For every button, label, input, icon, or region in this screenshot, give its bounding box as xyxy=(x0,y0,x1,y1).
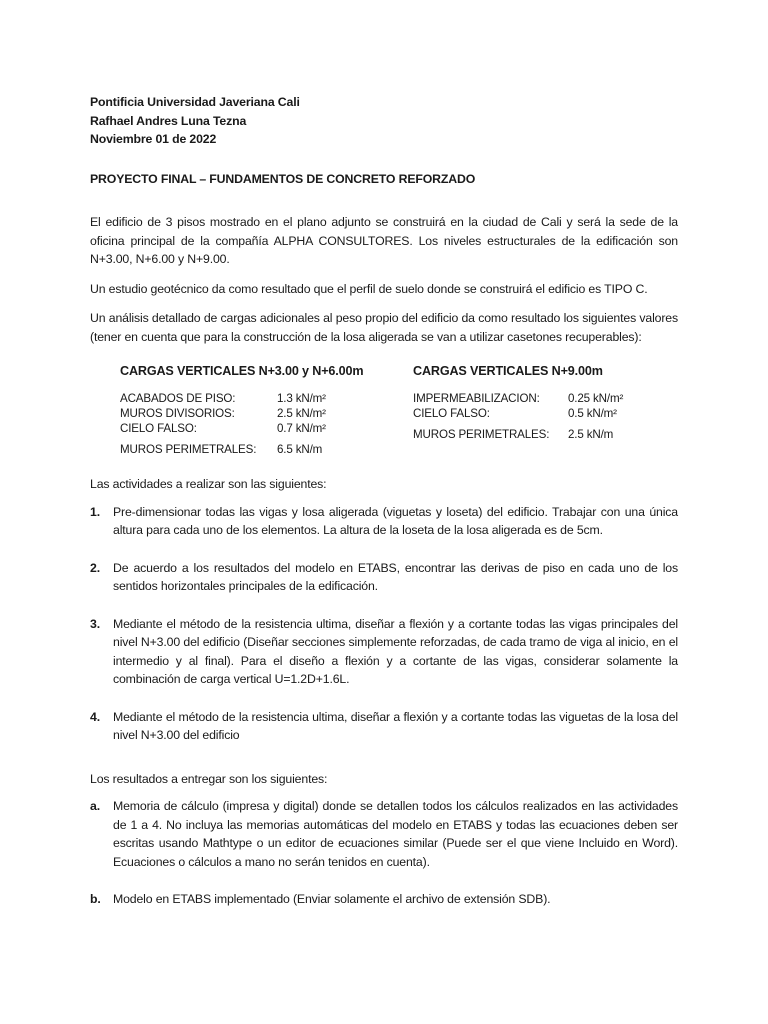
list-marker: a. xyxy=(90,799,100,813)
list-marker: 4. xyxy=(90,709,100,724)
load-value: 1.3 kN/m² xyxy=(277,391,326,405)
load-label: MUROS PERIMETRALES: xyxy=(413,427,550,441)
load-label: IMPERMEABILIZACION: xyxy=(413,391,540,405)
load-row xyxy=(120,421,390,436)
intro-paragraph: El edificio de 3 pisos mostrado en el plano adjunto se construirá en la ciudad de Cali y será la sede de la oficina principal de la compañía ALPHA CONSULTORES. Los niveles estructurales de la edificación son N+3.00, N+6.00 y N+9.00. xyxy=(90,215,678,266)
soil-paragraph: Un estudio geotécnico da como resultado que el perfil de suelo donde se construirá el edificio es TIPO C. xyxy=(90,281,648,296)
list-marker: 2. xyxy=(90,560,100,575)
activity-item xyxy=(90,615,678,689)
load-row xyxy=(120,406,390,421)
activity-text: Pre-dimensionar todas las vigas y losa aligerada (viguetas y loseta) del edificio. Trabajar con una única altura para cada uno de los elementos. La altura de la loseta de la losa aligerada es de 5cm. xyxy=(113,504,678,537)
activity-item xyxy=(90,559,678,596)
load-value: 0.25 kN/m² xyxy=(568,391,624,405)
load-row-perimeter xyxy=(120,442,390,457)
list-marker: 1. xyxy=(90,504,100,519)
loads-column-n9 xyxy=(413,362,683,442)
load-value: 0.5 kN/m² xyxy=(568,406,617,420)
loads-table xyxy=(90,362,678,475)
load-value: 2.5 kN/m xyxy=(568,427,614,441)
loads-heading: CARGAS VERTICALES N+3.00 y N+6.00m xyxy=(120,364,364,378)
activity-text: Mediante el método de la resistencia ultima, diseñar a flexión y a cortante todas las viguetas de la losa del nivel N+3.00 del edificio xyxy=(113,709,678,742)
document-title: PROYECTO FINAL – FUNDAMENTOS DE CONCRETO REFORZADO xyxy=(90,171,476,186)
activity-text: De acuerdo a los resultados del modelo en ETABS, encontrar las derivas de piso en cada uno de los sentidos horizontales principales de la edificación. xyxy=(113,560,678,593)
document-date: Noviembre 01 de 2022 xyxy=(90,132,217,146)
load-row xyxy=(120,391,390,406)
university-name: Pontificia Universidad Javeriana Cali xyxy=(90,95,300,109)
results-lead: Los resultados a entregar son los siguientes: xyxy=(90,771,328,786)
result-item xyxy=(90,797,678,871)
load-label: CIELO FALSO: xyxy=(120,421,197,435)
result-text: Modelo en ETABS implementado (Enviar solamente el archivo de extensión SDB). xyxy=(113,892,551,906)
result-text: Memoria de cálculo (impresa y digital) donde se detallen todos los cálculos realizados en las actividades de 1 a 4. No incluya las memorias automáticas del modelo en ETABS y todas las ecuaciones deben ser escritas usando Mathtype o un editor de ecuaciones similar (Puede ser el que viene Incluido en Word). Ecuaciones o cálculos a mano no serán tenidos en cuenta). xyxy=(113,799,678,869)
load-label: CIELO FALSO: xyxy=(413,406,490,420)
loads-heading: CARGAS VERTICALES N+9.00m xyxy=(413,364,603,378)
load-row xyxy=(413,391,683,406)
load-value: 6.5 kN/m xyxy=(277,442,323,456)
load-row-perimeter xyxy=(413,427,683,442)
load-value: 2.5 kN/m² xyxy=(277,406,326,420)
activity-text: Mediante el método de la resistencia ultima, diseñar a flexión y a cortante todas las vigas principales del nivel N+3.00 del edificio (Diseñar secciones simplemente reforzadas, de cada tramo de viga al inicio, en el intermedio y al final). Para el diseño a flexión y a cortante de las vigas, considerar solamente la combinación de carga vertical U=1.2D+1.6L. xyxy=(113,616,678,686)
load-label: ACABADOS DE PISO: xyxy=(120,391,236,405)
document-header xyxy=(90,93,678,149)
activity-item xyxy=(90,708,678,745)
load-label: MUROS PERIMETRALES: xyxy=(120,442,257,456)
list-marker: 3. xyxy=(90,616,100,631)
loads-column-n3-n6 xyxy=(120,362,390,457)
result-item xyxy=(90,890,678,909)
load-row xyxy=(413,406,683,421)
author-name: Rafhael Andres Luna Tezna xyxy=(90,113,247,128)
activity-item xyxy=(90,503,678,540)
load-label: MUROS DIVISORIOS: xyxy=(120,406,235,420)
load-value: 0.7 kN/m² xyxy=(277,421,326,435)
activities-lead: Las actividades a realizar son las siguientes: xyxy=(90,477,327,491)
list-marker: b. xyxy=(90,892,101,906)
loads-paragraph: Un análisis detallado de cargas adicionales al peso propio del edificio da como resultado los siguientes valores (tener en cuenta que para la construcción de la losa aligerada se van a utilizar casetones recuperables): xyxy=(90,311,678,344)
